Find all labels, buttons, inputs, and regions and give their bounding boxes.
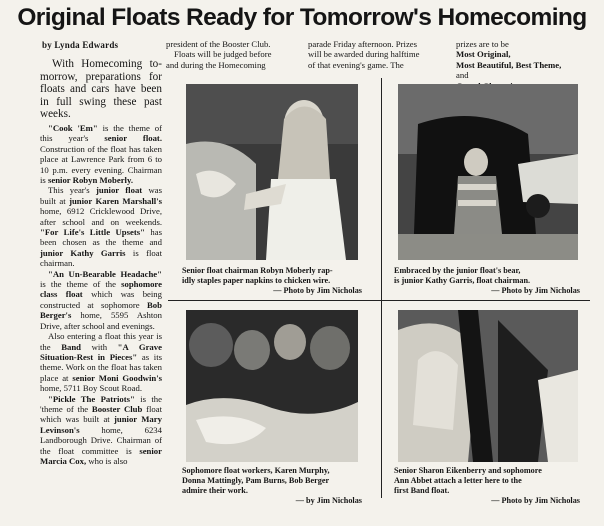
article-column-4: prizes are to be Most Original, Most Beautiful, Best Theme, and xyxy=(456,39,562,81)
paragraph-sophomore-float: "An Un-Bearable Headache" is the theme of the sophomore class float which was being constructed at sophomore Bob Berger's home, 5595 Ashton Drive, after school and evenings. xyxy=(40,268,162,331)
article-column-3: parade Friday afternoon. Prizes will be awarded during halftime of that evening's game. The xyxy=(308,39,420,70)
photo-band-float xyxy=(398,310,578,462)
photo-credit: — Photo by Jim Nicholas xyxy=(273,286,362,295)
headline: Original Floats Ready for Tomorrow's Homecoming xyxy=(17,4,587,31)
photo-sophomore-float-image xyxy=(186,310,358,462)
article-column-2: president of the Booster Club. Floats will be judged before and during the Homecoming xyxy=(166,39,272,70)
photo-junior-float xyxy=(398,84,578,260)
photo-band-float-image xyxy=(398,310,578,462)
caption-sophomore-float: Sophomore float workers, Karen Murphy, Donna Mattingly, Pam Burns, Bob Berger admire their work. — by Jim Nicholas xyxy=(182,466,362,505)
caption-junior-float: Embraced by the junior float's bear, is junior Kathy Garris, float chairman. — Photo by Jim Nicholas xyxy=(394,266,580,295)
paragraph-senior-float: "Cook 'Em" is the theme of this year's senior float. Construction of the float has taken place at Lawrence Park from 6 to 10 p.m. every evening. Chairman is senior Robyn Moberly. xyxy=(40,122,162,185)
photo-sophomore-float xyxy=(186,310,358,462)
photo-senior-float xyxy=(186,84,358,260)
byline: by Lynda Edwards xyxy=(42,40,119,50)
lead-paragraph: With Homecoming to-morrow, preparations for floats and cars have been in full swing these past weeks. xyxy=(40,58,162,121)
paragraph-junior-float: This year's junior float was built at junior Karen Marshall's home, 6912 Cricklewood Drive, after school and on weekends. "For Life's Little Upsets" has been chosen as the theme and junior Kathy Garris is float chairman. xyxy=(40,185,163,269)
paragraph-band-float: Also entering a float this year is the Band with "A Grave Situation-Rest in Pieces" as its theme. Work on the float has taken place at senior Moni Goodwin's home, 5711 Boy Scout Road. xyxy=(40,331,162,394)
photo-credit: — Photo by Jim Nicholas xyxy=(491,286,580,295)
paragraph-booster-float: "Pickle The Patriots" is the 'theme of the Booster Club float which was built at junior Mary Levinson's home, 6234 Landborough Drive. Chairman of the float committee is senior Marcia Cox, who is also xyxy=(40,393,162,466)
caption-senior-float: Senior float chairman Robyn Moberly rap- idly staples paper napkins to chicken wire. — Photo by Jim Nicholas xyxy=(182,266,362,295)
column-divider-vertical xyxy=(381,78,382,498)
photo-credit: — by Jim Nicholas xyxy=(295,496,362,505)
caption-band-float: Senior Sharon Eikenberry and sophomore Ann Abbet attach a letter here to the first Band float. — Photo by Jim Nicholas xyxy=(394,466,580,505)
photo-senior-float-image xyxy=(186,84,358,260)
photo-junior-float-image xyxy=(398,84,578,260)
column-divider-horizontal xyxy=(168,300,590,301)
photo-credit: — Photo by Jim Nicholas xyxy=(491,496,580,505)
article-column-1 xyxy=(40,58,162,466)
